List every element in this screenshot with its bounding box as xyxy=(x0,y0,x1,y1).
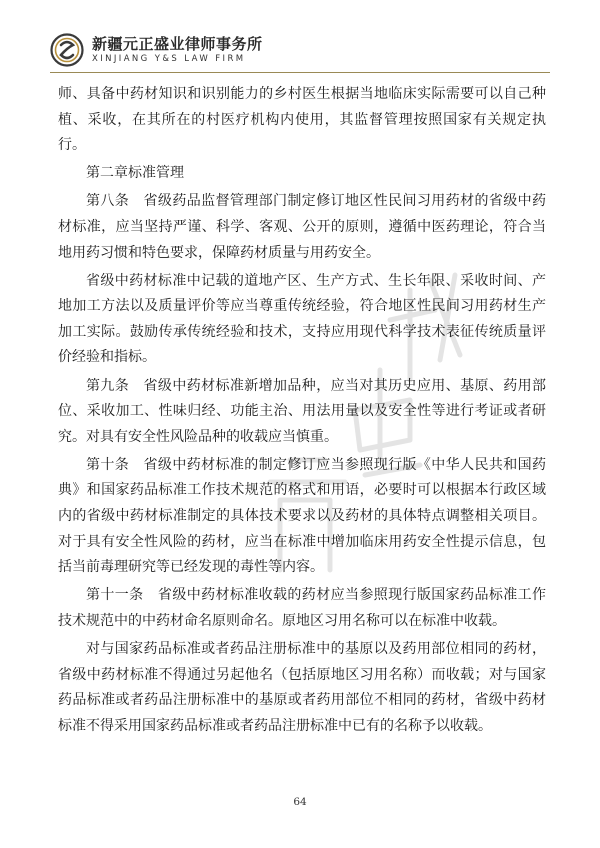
document-body xyxy=(58,82,546,739)
article-11: 第十一条 省级中药材标准收载的药材应当参照现行版国家药品标准工作技术规范中的中药材命名原则命名。原地区习用名称可以在标准中收载。 xyxy=(58,587,546,629)
firm-name-cn: 新疆元正盛业律师事务所 xyxy=(92,34,263,53)
article-11-paragraph-2: 对与国家药品标准或者药品注册标准中的基原以及药用部位相同的药材，省级中药材标准不得通过另起他名（包括原地区习用名称）而收载；对与国家药品标准或者药品注册标准中的基原或者药用部位不相同的药材，省级中药材标准不得采用国家药品标准或者药品注册标准中已有的名称予以收载。 xyxy=(58,640,546,734)
firm-logo-icon xyxy=(50,33,84,67)
page-header xyxy=(50,30,263,70)
article-9: 第九条 省级中药材标准新增加品种，应当对其历史应用、基原、药用部位、采收加工、性味归经、功能主治、用法用量以及安全性等进行考证或者研究。对具有安全性风险品种的收载应当慎重。 xyxy=(58,377,546,445)
header-divider xyxy=(50,72,550,73)
firm-name-en: XINJIANG Y&S LAW FIRM xyxy=(92,53,246,64)
article-8-paragraph-2: 省级中药材标准中记载的道地产区、生产方式、生长年限、采收时间、产地加工方法以及质量评价等应当尊重传统经验，符合地区性民间习用药材生产加工实际。鼓励传承传统经验和技术，支持应用现代科学技术表征传统质量评价经验和指标。 xyxy=(58,272,546,366)
paragraph-continuation: 师、具备中药材知识和识别能力的乡村医生根据当地临床实际需要可以自己种植、采收，在其所在的村医疗机构内使用，其监督管理按照国家有关规定执行。 xyxy=(58,86,546,154)
article-10: 第十条 省级中药材标准的制定修订应当参照现行版《中华人民共和国药典》和国家药品标准工作技术规范的格式和用语，必要时可以根据本行政区域内的省级中药材标准制定的具体技术要求以及药材的具体特点调整相关项目。对于具有安全性风险的药材，应当在标准中增加临床用药安全性提示信息，包括当前毒理研究等已经发现的毒性等内容。 xyxy=(58,456,546,576)
page-number: 64 xyxy=(293,796,307,808)
article-8: 第八条 省级药品监督管理部门制定修订地区性民间习用药材的省级中药材标准，应当坚持严谨、科学、客观、公开的原则，遵循中医药理论，符合当地用药习惯和特色要求，保障药材质量与用药安全。 xyxy=(58,193,546,261)
chapter-heading: 第二章标准管理 xyxy=(86,165,184,182)
